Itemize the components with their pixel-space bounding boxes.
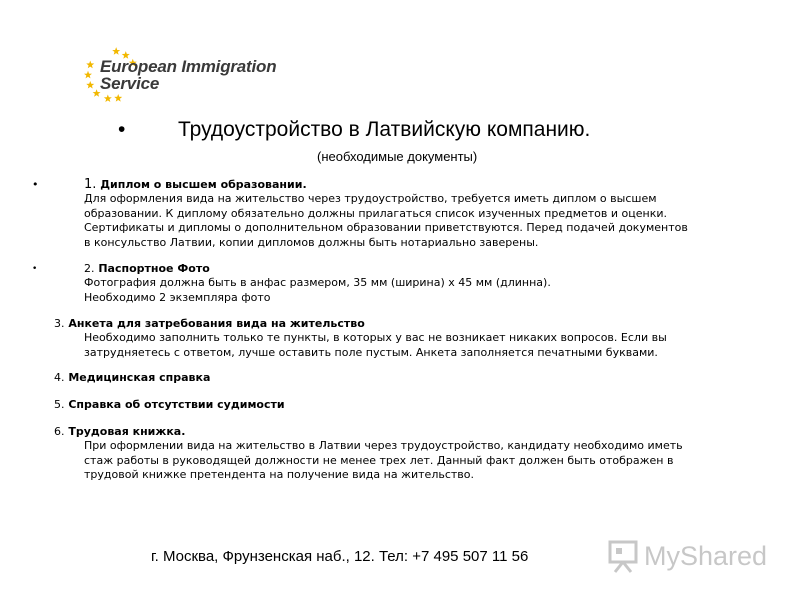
logo-star-icon [114,94,122,102]
logo-star-icon [112,47,120,55]
watermark-logo [606,536,776,574]
title-bullet: • [118,118,126,141]
item-1-line: в консульство Латвии, копии дипломов должны быть нотариально заверены. [84,235,539,249]
item-3-heading [54,317,365,330]
presentation-board-icon [610,542,636,572]
item-1-text [84,192,688,250]
item-5-title: Справка об отсутствии судимости [68,398,285,411]
item-2-bullet: • [32,264,38,274]
item-1-title: Диплом о высшем образовании. [100,178,307,191]
item-2-line: Необходимо 2 экземпляра фото [84,290,271,304]
logo-star-icon [86,61,94,69]
item-3-line: затрудняетесь с ответом, лучше оставить поле пустым. Анкета заполняется печатными буквами. [84,345,658,359]
item-2-title: Паспортное Фото [98,262,210,275]
logo-text-line1: European Immigration [100,57,277,76]
item-3-line: Необходимо заполнить только те пункты, в которых у вас не возникает никаких вопросов. Если вы [84,331,667,344]
item-2-number: 2. [84,262,95,275]
item-3-text [84,331,667,360]
logo-star-icon [86,81,94,89]
item-3-title: Анкета для затребования вида на жительство [68,317,365,330]
item-5-number: 5. [54,398,65,411]
item-4-heading [54,371,210,384]
item-1-heading [84,177,307,192]
item-1-number: 1. [84,177,97,192]
item-6-line: трудовой книжке претендента на получение вида на жительство. [84,468,474,481]
footer-contact: г. Москва, Фрунзенская наб., 12. Тел: +7 495 507 11 56 [151,548,529,565]
page-subtitle: (необходимые документы) [317,149,478,164]
item-6-number: 6. [54,425,65,438]
item-4-title: Медицинская справка [68,371,211,384]
logo-text-line2: Service [100,74,160,93]
item-4-number: 4. [54,371,65,384]
page-title: Трудоустройство в Латвийскую компанию. [178,118,591,141]
item-6-title: Трудовая книжка. [68,425,186,438]
item-6-text [84,439,683,483]
item-1-bullet: • [32,178,39,191]
logo-star-icon [104,94,112,102]
logo-star-icon [84,71,92,79]
item-5-heading [54,398,285,411]
item-6-line: При оформлении вида на жительство в Латвии через трудоустройство, кандидату необходимо иметь [84,439,683,452]
item-1-line: Сертификаты и дипломы о дополнительном образовании приветствуются. Перед подачей документов [84,221,688,234]
item-6-heading [54,425,185,438]
item-2-line: Фотография должна быть в анфас размером, 35 мм (ширина) х 45 мм (длинна). [84,276,551,289]
item-2-text [84,276,551,305]
item-6-line: стаж работы в руководящей должности не менее трех лет. Данный факт должен быть отображен в [84,453,674,467]
item-1-line: образовании. К диплому обязательно должны прилагаться список изученных предметов и оценки. [84,206,667,220]
watermark-text: MyShared [644,541,768,571]
item-3-number: 3. [54,317,65,330]
item-1-line: Для оформления вида на жительство через трудоустройство, требуется иметь диплом о высшем [84,192,657,205]
item-2-heading [84,262,210,275]
